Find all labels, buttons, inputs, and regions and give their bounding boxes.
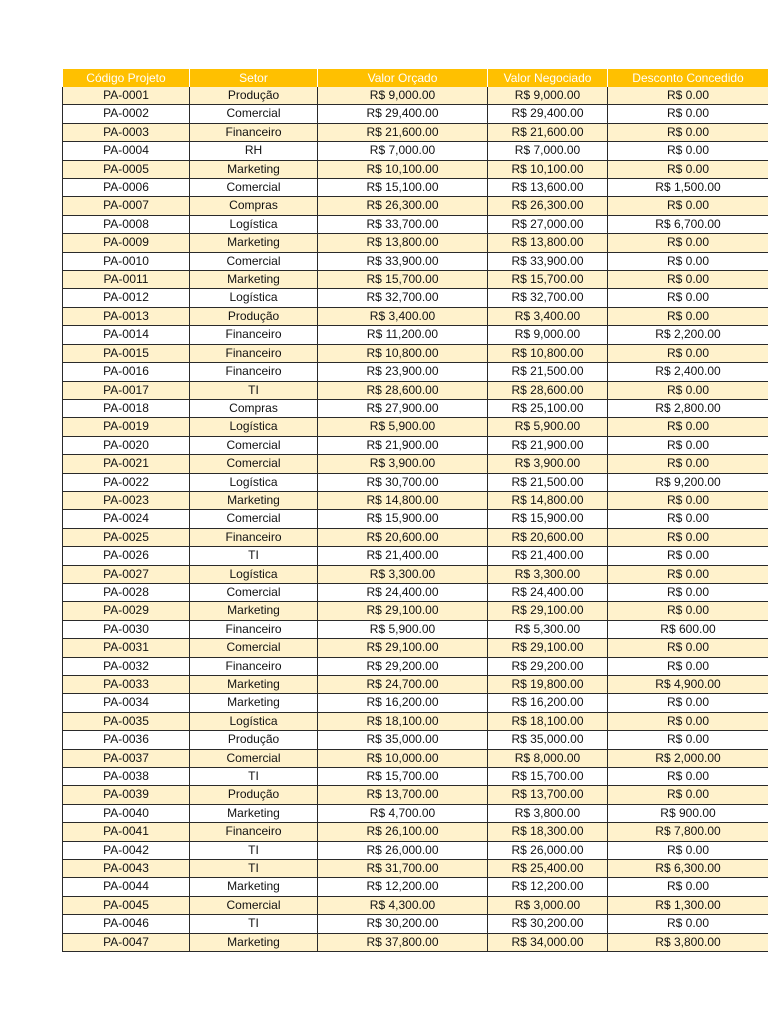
table-row <box>63 179 768 197</box>
cell-valor-orcado[interactable]: R$ 12,200.00 <box>318 878 488 896</box>
cell-valor-negociado[interactable]: R$ 3,400.00 <box>488 307 608 325</box>
table-row <box>63 565 768 583</box>
cell-codigo-projeto[interactable]: PA-0015 <box>63 344 190 362</box>
table-row <box>63 418 768 436</box>
cell-setor[interactable]: Logística <box>190 215 318 233</box>
column-header-desconto-concedido[interactable]: Desconto Concedido <box>608 69 768 87</box>
cell-codigo-projeto[interactable]: PA-0040 <box>63 804 190 822</box>
cell-desconto-concedido[interactable]: R$ 0.00 <box>608 142 768 160</box>
cell-codigo-projeto[interactable]: PA-0029 <box>63 602 190 620</box>
cell-valor-orcado[interactable]: R$ 14,800.00 <box>318 491 488 509</box>
cell-desconto-concedido[interactable]: R$ 7,800.00 <box>608 823 768 841</box>
cell-desconto-concedido[interactable]: R$ 1,500.00 <box>608 179 768 197</box>
cell-valor-orcado[interactable]: R$ 29,400.00 <box>318 105 488 123</box>
cell-codigo-projeto[interactable]: PA-0036 <box>63 731 190 749</box>
cell-setor[interactable]: RH <box>190 142 318 160</box>
column-header-setor[interactable]: Setor <box>190 69 318 87</box>
table-row <box>63 823 768 841</box>
cell-valor-orcado[interactable]: R$ 30,200.00 <box>318 915 488 933</box>
cell-valor-orcado[interactable]: R$ 13,800.00 <box>318 234 488 252</box>
table-row <box>63 694 768 712</box>
cell-valor-negociado[interactable]: R$ 10,800.00 <box>488 344 608 362</box>
cell-codigo-projeto[interactable]: PA-0032 <box>63 657 190 675</box>
table-row <box>63 289 768 307</box>
cell-setor[interactable]: Marketing <box>190 160 318 178</box>
cell-desconto-concedido[interactable]: R$ 0.00 <box>608 583 768 601</box>
column-header-codigo-projeto[interactable]: Código Projeto <box>63 69 190 87</box>
cell-setor[interactable]: Logística <box>190 565 318 583</box>
table-row <box>63 271 768 289</box>
cell-setor[interactable]: Financeiro <box>190 620 318 638</box>
cell-codigo-projeto[interactable]: PA-0008 <box>63 215 190 233</box>
cell-valor-negociado[interactable]: R$ 21,500.00 <box>488 473 608 491</box>
cell-codigo-projeto[interactable]: PA-0034 <box>63 694 190 712</box>
cell-desconto-concedido[interactable]: R$ 0.00 <box>608 768 768 786</box>
cell-valor-negociado[interactable]: R$ 18,100.00 <box>488 712 608 730</box>
cell-desconto-concedido[interactable]: R$ 0.00 <box>608 289 768 307</box>
cell-setor[interactable]: Marketing <box>190 602 318 620</box>
cell-setor[interactable]: Financeiro <box>190 823 318 841</box>
cell-codigo-projeto[interactable]: PA-0045 <box>63 896 190 914</box>
cell-codigo-projeto[interactable]: PA-0033 <box>63 676 190 694</box>
cell-valor-negociado[interactable]: R$ 25,100.00 <box>488 399 608 417</box>
cell-valor-orcado[interactable]: R$ 27,900.00 <box>318 399 488 417</box>
cell-codigo-projeto[interactable]: PA-0007 <box>63 197 190 215</box>
cell-setor[interactable]: Comercial <box>190 510 318 528</box>
table-row <box>63 712 768 730</box>
table-row <box>63 915 768 933</box>
cell-setor[interactable]: Comercial <box>190 455 318 473</box>
cell-desconto-concedido[interactable]: R$ 0.00 <box>608 565 768 583</box>
cell-valor-orcado[interactable]: R$ 35,000.00 <box>318 731 488 749</box>
cell-setor[interactable]: TI <box>190 768 318 786</box>
cell-valor-orcado[interactable]: R$ 30,700.00 <box>318 473 488 491</box>
cell-valor-negociado[interactable]: R$ 10,100.00 <box>488 160 608 178</box>
cell-desconto-concedido[interactable]: R$ 0.00 <box>608 841 768 859</box>
cell-desconto-concedido[interactable]: R$ 0.00 <box>608 915 768 933</box>
cell-desconto-concedido[interactable]: R$ 0.00 <box>608 602 768 620</box>
cell-codigo-projeto[interactable]: PA-0039 <box>63 786 190 804</box>
cell-desconto-concedido[interactable]: R$ 0.00 <box>608 510 768 528</box>
column-header-valor-negociado[interactable]: Valor Negociado <box>488 69 608 87</box>
table-row <box>63 252 768 270</box>
cell-valor-orcado[interactable]: R$ 7,000.00 <box>318 142 488 160</box>
cell-codigo-projeto[interactable]: PA-0018 <box>63 399 190 417</box>
cell-setor[interactable]: Comercial <box>190 252 318 270</box>
cell-setor[interactable]: Comercial <box>190 896 318 914</box>
cell-valor-orcado[interactable]: R$ 4,300.00 <box>318 896 488 914</box>
cell-desconto-concedido[interactable]: R$ 0.00 <box>608 528 768 546</box>
cell-codigo-projeto[interactable]: PA-0041 <box>63 823 190 841</box>
cell-desconto-concedido[interactable]: R$ 0.00 <box>608 436 768 454</box>
table-row <box>63 363 768 381</box>
cell-codigo-projeto[interactable]: PA-0021 <box>63 455 190 473</box>
cell-codigo-projeto[interactable]: PA-0013 <box>63 307 190 325</box>
cell-setor[interactable]: Marketing <box>190 804 318 822</box>
cell-valor-negociado[interactable]: R$ 8,000.00 <box>488 749 608 767</box>
cell-codigo-projeto[interactable]: PA-0042 <box>63 841 190 859</box>
cell-valor-negociado[interactable]: R$ 27,000.00 <box>488 215 608 233</box>
cell-codigo-projeto[interactable]: PA-0026 <box>63 547 190 565</box>
table-row <box>63 215 768 233</box>
cell-valor-orcado[interactable]: R$ 37,800.00 <box>318 933 488 951</box>
cell-codigo-projeto[interactable]: PA-0025 <box>63 528 190 546</box>
cell-setor[interactable]: Logística <box>190 712 318 730</box>
cell-valor-orcado[interactable]: R$ 20,600.00 <box>318 528 488 546</box>
cell-desconto-concedido[interactable]: R$ 0.00 <box>608 381 768 399</box>
cell-valor-negociado[interactable]: R$ 13,700.00 <box>488 786 608 804</box>
cell-desconto-concedido[interactable]: R$ 0.00 <box>608 87 768 105</box>
cell-codigo-projeto[interactable]: PA-0003 <box>63 123 190 141</box>
table-row <box>63 381 768 399</box>
cell-valor-negociado[interactable]: R$ 21,900.00 <box>488 436 608 454</box>
cell-codigo-projeto[interactable]: PA-0017 <box>63 381 190 399</box>
cell-codigo-projeto[interactable]: PA-0005 <box>63 160 190 178</box>
table-row <box>63 197 768 215</box>
table-row <box>63 491 768 509</box>
table-row <box>63 344 768 362</box>
cell-desconto-concedido[interactable]: R$ 0.00 <box>608 657 768 675</box>
cell-desconto-concedido[interactable]: R$ 0.00 <box>608 455 768 473</box>
cell-setor[interactable]: Comercial <box>190 639 318 657</box>
cell-codigo-projeto[interactable]: PA-0023 <box>63 491 190 509</box>
table-row <box>63 142 768 160</box>
cell-valor-negociado[interactable]: R$ 21,500.00 <box>488 363 608 381</box>
cell-desconto-concedido[interactable]: R$ 1,300.00 <box>608 896 768 914</box>
cell-valor-orcado[interactable]: R$ 9,000.00 <box>318 87 488 105</box>
cell-valor-negociado[interactable]: R$ 14,800.00 <box>488 491 608 509</box>
cell-valor-orcado[interactable]: R$ 26,000.00 <box>318 841 488 859</box>
cell-valor-negociado[interactable]: R$ 35,000.00 <box>488 731 608 749</box>
cell-codigo-projeto[interactable]: PA-0020 <box>63 436 190 454</box>
cell-codigo-projeto[interactable]: PA-0030 <box>63 620 190 638</box>
cell-desconto-concedido[interactable]: R$ 0.00 <box>608 639 768 657</box>
cell-codigo-projeto[interactable]: PA-0004 <box>63 142 190 160</box>
cell-desconto-concedido[interactable]: R$ 0.00 <box>608 491 768 509</box>
cell-codigo-projeto[interactable]: PA-0038 <box>63 768 190 786</box>
cell-valor-negociado[interactable]: R$ 25,400.00 <box>488 860 608 878</box>
cell-setor[interactable]: Comercial <box>190 179 318 197</box>
table-body <box>63 87 768 952</box>
cell-desconto-concedido[interactable]: R$ 0.00 <box>608 234 768 252</box>
cell-codigo-projeto[interactable]: PA-0006 <box>63 179 190 197</box>
cell-valor-negociado[interactable]: R$ 3,000.00 <box>488 896 608 914</box>
cell-setor[interactable]: Marketing <box>190 271 318 289</box>
cell-valor-orcado[interactable]: R$ 15,700.00 <box>318 271 488 289</box>
cell-valor-orcado[interactable]: R$ 21,600.00 <box>318 123 488 141</box>
cell-setor[interactable]: Marketing <box>190 234 318 252</box>
cell-desconto-concedido[interactable]: R$ 0.00 <box>608 160 768 178</box>
cell-desconto-concedido[interactable]: R$ 2,000.00 <box>608 749 768 767</box>
cell-desconto-concedido[interactable]: R$ 0.00 <box>608 547 768 565</box>
cell-desconto-concedido[interactable]: R$ 0.00 <box>608 123 768 141</box>
cell-valor-negociado[interactable]: R$ 3,800.00 <box>488 804 608 822</box>
table-header-row <box>63 69 768 87</box>
cell-desconto-concedido[interactable]: R$ 0.00 <box>608 418 768 436</box>
table-row <box>63 657 768 675</box>
table-row <box>63 326 768 344</box>
cell-valor-orcado[interactable]: R$ 16,200.00 <box>318 694 488 712</box>
cell-setor[interactable]: Marketing <box>190 933 318 951</box>
cell-codigo-projeto[interactable]: PA-0027 <box>63 565 190 583</box>
cell-codigo-projeto[interactable]: PA-0016 <box>63 363 190 381</box>
cell-setor[interactable]: Logística <box>190 473 318 491</box>
table-row <box>63 528 768 546</box>
cell-valor-orcado[interactable]: R$ 29,100.00 <box>318 639 488 657</box>
cell-codigo-projeto[interactable]: PA-0035 <box>63 712 190 730</box>
cell-desconto-concedido[interactable]: R$ 6,700.00 <box>608 215 768 233</box>
cell-setor[interactable]: Financeiro <box>190 363 318 381</box>
cell-valor-negociado[interactable]: R$ 12,200.00 <box>488 878 608 896</box>
cell-desconto-concedido[interactable]: R$ 0.00 <box>608 197 768 215</box>
cell-setor[interactable]: Financeiro <box>190 657 318 675</box>
cell-codigo-projeto[interactable]: PA-0014 <box>63 326 190 344</box>
cell-desconto-concedido[interactable]: R$ 4,900.00 <box>608 676 768 694</box>
cell-desconto-concedido[interactable]: R$ 900.00 <box>608 804 768 822</box>
cell-desconto-concedido[interactable]: R$ 2,800.00 <box>608 399 768 417</box>
cell-codigo-projeto[interactable]: PA-0001 <box>63 87 190 105</box>
cell-setor[interactable]: Comercial <box>190 105 318 123</box>
cell-valor-orcado[interactable]: R$ 15,100.00 <box>318 179 488 197</box>
cell-valor-orcado[interactable]: R$ 26,300.00 <box>318 197 488 215</box>
cell-valor-negociado[interactable]: R$ 15,700.00 <box>488 271 608 289</box>
cell-valor-orcado[interactable]: R$ 33,900.00 <box>318 252 488 270</box>
cell-desconto-concedido[interactable]: R$ 2,400.00 <box>608 363 768 381</box>
cell-setor[interactable]: TI <box>190 915 318 933</box>
cell-valor-orcado[interactable]: R$ 3,400.00 <box>318 307 488 325</box>
table-row <box>63 455 768 473</box>
cell-valor-orcado[interactable]: R$ 3,300.00 <box>318 565 488 583</box>
cell-desconto-concedido[interactable]: R$ 6,300.00 <box>608 860 768 878</box>
cell-desconto-concedido[interactable]: R$ 3,800.00 <box>608 933 768 951</box>
cell-valor-negociado[interactable]: R$ 29,100.00 <box>488 639 608 657</box>
cell-codigo-projeto[interactable]: PA-0037 <box>63 749 190 767</box>
cell-valor-negociado[interactable]: R$ 20,600.00 <box>488 528 608 546</box>
cell-setor[interactable]: TI <box>190 841 318 859</box>
cell-codigo-projeto[interactable]: PA-0043 <box>63 860 190 878</box>
cell-valor-negociado[interactable]: R$ 29,100.00 <box>488 602 608 620</box>
table-row <box>63 234 768 252</box>
cell-setor[interactable]: Marketing <box>190 694 318 712</box>
cell-setor[interactable]: Financeiro <box>190 123 318 141</box>
cell-codigo-projeto[interactable]: PA-0044 <box>63 878 190 896</box>
cell-codigo-projeto[interactable]: PA-0047 <box>63 933 190 951</box>
cell-setor[interactable]: TI <box>190 860 318 878</box>
cell-setor[interactable]: Produção <box>190 786 318 804</box>
table-row <box>63 399 768 417</box>
cell-valor-negociado[interactable]: R$ 16,200.00 <box>488 694 608 712</box>
cell-codigo-projeto[interactable]: PA-0010 <box>63 252 190 270</box>
cell-valor-negociado[interactable]: R$ 13,600.00 <box>488 179 608 197</box>
cell-valor-orcado[interactable]: R$ 33,700.00 <box>318 215 488 233</box>
cell-setor[interactable]: TI <box>190 547 318 565</box>
cell-setor[interactable]: Produção <box>190 731 318 749</box>
cell-desconto-concedido[interactable]: R$ 0.00 <box>608 105 768 123</box>
cell-valor-negociado[interactable]: R$ 9,000.00 <box>488 326 608 344</box>
cell-valor-orcado[interactable]: R$ 4,700.00 <box>318 804 488 822</box>
table-row <box>63 878 768 896</box>
cell-desconto-concedido[interactable]: R$ 0.00 <box>608 271 768 289</box>
cell-setor[interactable]: Logística <box>190 418 318 436</box>
cell-setor[interactable]: Marketing <box>190 491 318 509</box>
cell-valor-orcado[interactable]: R$ 3,900.00 <box>318 455 488 473</box>
cell-valor-orcado[interactable]: R$ 31,700.00 <box>318 860 488 878</box>
cell-desconto-concedido[interactable]: R$ 0.00 <box>608 786 768 804</box>
cell-setor[interactable]: Marketing <box>190 676 318 694</box>
cell-codigo-projeto[interactable]: PA-0022 <box>63 473 190 491</box>
cell-valor-orcado[interactable]: R$ 24,700.00 <box>318 676 488 694</box>
cell-valor-orcado[interactable]: R$ 26,100.00 <box>318 823 488 841</box>
table-row <box>63 804 768 822</box>
cell-desconto-concedido[interactable]: R$ 0.00 <box>608 712 768 730</box>
cell-desconto-concedido[interactable]: R$ 9,200.00 <box>608 473 768 491</box>
cell-valor-negociado[interactable]: R$ 3,300.00 <box>488 565 608 583</box>
cell-desconto-concedido[interactable]: R$ 0.00 <box>608 252 768 270</box>
table-row <box>63 87 768 105</box>
cell-setor[interactable]: Compras <box>190 399 318 417</box>
table-row <box>63 639 768 657</box>
cell-valor-negociado[interactable]: R$ 29,400.00 <box>488 105 608 123</box>
cell-valor-orcado[interactable]: R$ 13,700.00 <box>318 786 488 804</box>
cell-codigo-projeto[interactable]: PA-0046 <box>63 915 190 933</box>
cell-valor-negociado[interactable]: R$ 18,300.00 <box>488 823 608 841</box>
cell-setor[interactable]: TI <box>190 381 318 399</box>
cell-valor-orcado[interactable]: R$ 24,400.00 <box>318 583 488 601</box>
cell-valor-negociado[interactable]: R$ 34,000.00 <box>488 933 608 951</box>
cell-valor-orcado[interactable]: R$ 29,200.00 <box>318 657 488 675</box>
cell-valor-orcado[interactable]: R$ 28,600.00 <box>318 381 488 399</box>
cell-codigo-projeto[interactable]: PA-0011 <box>63 271 190 289</box>
cell-setor[interactable]: Produção <box>190 307 318 325</box>
cell-valor-negociado[interactable]: R$ 32,700.00 <box>488 289 608 307</box>
table-row <box>63 620 768 638</box>
cell-valor-orcado[interactable]: R$ 18,100.00 <box>318 712 488 730</box>
cell-valor-orcado[interactable]: R$ 5,900.00 <box>318 418 488 436</box>
cell-valor-negociado[interactable]: R$ 5,900.00 <box>488 418 608 436</box>
cell-valor-orcado[interactable]: R$ 10,000.00 <box>318 749 488 767</box>
table-row <box>63 160 768 178</box>
cell-setor[interactable]: Comercial <box>190 436 318 454</box>
table-row <box>63 583 768 601</box>
cell-valor-orcado[interactable]: R$ 10,800.00 <box>318 344 488 362</box>
cell-desconto-concedido[interactable]: R$ 2,200.00 <box>608 326 768 344</box>
cell-codigo-projeto[interactable]: PA-0009 <box>63 234 190 252</box>
table-row <box>63 473 768 491</box>
cell-valor-negociado[interactable]: R$ 9,000.00 <box>488 87 608 105</box>
cell-valor-orcado[interactable]: R$ 10,100.00 <box>318 160 488 178</box>
cell-codigo-projeto[interactable]: PA-0024 <box>63 510 190 528</box>
cell-valor-negociado[interactable]: R$ 33,900.00 <box>488 252 608 270</box>
table-row <box>63 676 768 694</box>
cell-valor-negociado[interactable]: R$ 13,800.00 <box>488 234 608 252</box>
table-row <box>63 123 768 141</box>
cell-valor-negociado[interactable]: R$ 26,300.00 <box>488 197 608 215</box>
cell-valor-negociado[interactable]: R$ 15,700.00 <box>488 768 608 786</box>
cell-valor-orcado[interactable]: R$ 11,200.00 <box>318 326 488 344</box>
cell-setor[interactable]: Comercial <box>190 583 318 601</box>
cell-valor-negociado[interactable]: R$ 29,200.00 <box>488 657 608 675</box>
cell-setor[interactable]: Compras <box>190 197 318 215</box>
cell-valor-negociado[interactable]: R$ 24,400.00 <box>488 583 608 601</box>
cell-valor-negociado[interactable]: R$ 19,800.00 <box>488 676 608 694</box>
cell-valor-orcado[interactable]: R$ 5,900.00 <box>318 620 488 638</box>
cell-valor-negociado[interactable]: R$ 21,600.00 <box>488 123 608 141</box>
cell-valor-orcado[interactable]: R$ 21,400.00 <box>318 547 488 565</box>
table-row <box>63 768 768 786</box>
cell-desconto-concedido[interactable]: R$ 600.00 <box>608 620 768 638</box>
table-row <box>63 436 768 454</box>
cell-setor[interactable]: Comercial <box>190 749 318 767</box>
cell-setor[interactable]: Financeiro <box>190 528 318 546</box>
cell-setor[interactable]: Financeiro <box>190 344 318 362</box>
table-row <box>63 602 768 620</box>
cell-setor[interactable]: Logística <box>190 289 318 307</box>
cell-setor[interactable]: Produção <box>190 87 318 105</box>
cell-valor-orcado[interactable]: R$ 29,100.00 <box>318 602 488 620</box>
cell-codigo-projeto[interactable]: PA-0028 <box>63 583 190 601</box>
table-row <box>63 896 768 914</box>
table-row <box>63 105 768 123</box>
cell-valor-negociado[interactable]: R$ 5,300.00 <box>488 620 608 638</box>
table-row <box>63 307 768 325</box>
cell-valor-negociado[interactable]: R$ 3,900.00 <box>488 455 608 473</box>
cell-codigo-projeto[interactable]: PA-0019 <box>63 418 190 436</box>
cell-desconto-concedido[interactable]: R$ 0.00 <box>608 344 768 362</box>
project-discount-table <box>62 69 768 952</box>
table-row <box>63 510 768 528</box>
cell-valor-negociado[interactable]: R$ 30,200.00 <box>488 915 608 933</box>
cell-valor-orcado[interactable]: R$ 15,900.00 <box>318 510 488 528</box>
cell-valor-negociado[interactable]: R$ 21,400.00 <box>488 547 608 565</box>
cell-desconto-concedido[interactable]: R$ 0.00 <box>608 307 768 325</box>
table-row <box>63 731 768 749</box>
cell-valor-negociado[interactable]: R$ 15,900.00 <box>488 510 608 528</box>
column-header-valor-orcado[interactable]: Valor Orçado <box>318 69 488 87</box>
table-row <box>63 749 768 767</box>
table-row <box>63 547 768 565</box>
cell-codigo-projeto[interactable]: PA-0012 <box>63 289 190 307</box>
cell-valor-negociado[interactable]: R$ 26,000.00 <box>488 841 608 859</box>
cell-valor-negociado[interactable]: R$ 28,600.00 <box>488 381 608 399</box>
cell-setor[interactable]: Financeiro <box>190 326 318 344</box>
cell-valor-orcado[interactable]: R$ 21,900.00 <box>318 436 488 454</box>
table-row <box>63 860 768 878</box>
cell-desconto-concedido[interactable]: R$ 0.00 <box>608 694 768 712</box>
cell-valor-negociado[interactable]: R$ 7,000.00 <box>488 142 608 160</box>
cell-valor-orcado[interactable]: R$ 15,700.00 <box>318 768 488 786</box>
cell-valor-orcado[interactable]: R$ 23,900.00 <box>318 363 488 381</box>
cell-desconto-concedido[interactable]: R$ 0.00 <box>608 731 768 749</box>
cell-valor-orcado[interactable]: R$ 32,700.00 <box>318 289 488 307</box>
cell-setor[interactable]: Marketing <box>190 878 318 896</box>
cell-desconto-concedido[interactable]: R$ 0.00 <box>608 878 768 896</box>
table-row <box>63 786 768 804</box>
cell-codigo-projeto[interactable]: PA-0002 <box>63 105 190 123</box>
table-row <box>63 933 768 951</box>
table-row <box>63 841 768 859</box>
cell-codigo-projeto[interactable]: PA-0031 <box>63 639 190 657</box>
